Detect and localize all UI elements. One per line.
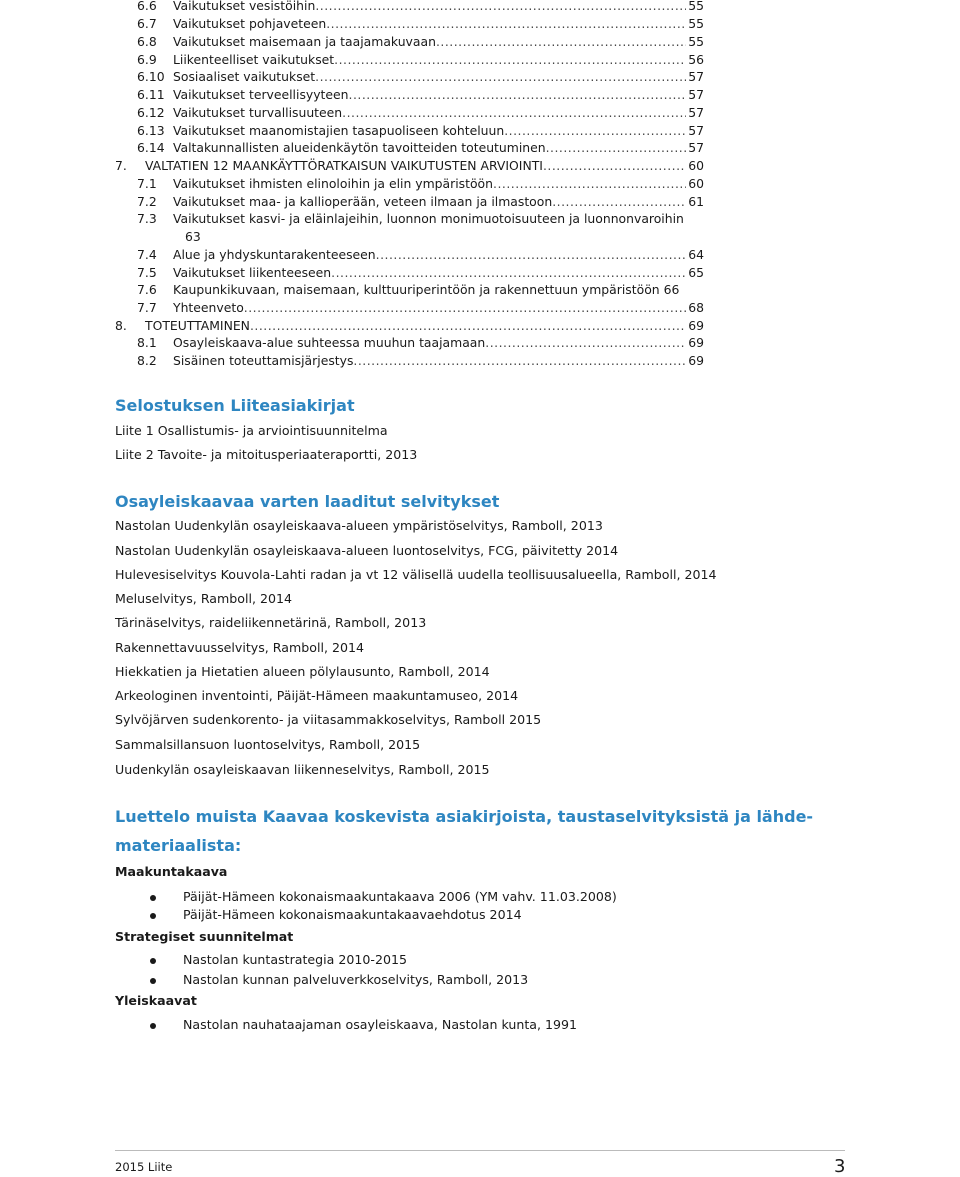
bullet-dot	[150, 958, 156, 964]
toc-entry[interactable]	[137, 299, 704, 317]
toc-page: 57	[688, 105, 704, 120]
toc-title: Vaikutukset maanomistajien tasapuoliseen kohteluun	[173, 123, 505, 138]
toc-page: 55	[688, 16, 704, 31]
toc-number: 6.11	[137, 87, 165, 102]
section-heading-muut-line2: materiaalista:	[115, 836, 242, 855]
bullet-dot	[150, 895, 156, 901]
section-heading-selvitykset: Osayleiskaavaa varten laaditut selvitykset	[115, 492, 500, 511]
toc-title: Vaikutukset pohjaveteen	[173, 16, 327, 31]
toc-leader	[349, 86, 687, 104]
toc-entry[interactable]	[137, 246, 704, 264]
toc-title: Sisäinen toteuttamisjärjestys	[173, 353, 354, 368]
bullet-dot	[150, 913, 156, 919]
section-heading-muut-line1: Luettelo muista Kaavaa koskevista asiakirjoista, taustaselvityksistä ja lähde-	[115, 807, 814, 826]
toc-title: Sosiaaliset vaikutukset	[173, 69, 316, 84]
toc-entry[interactable]	[137, 33, 704, 51]
toc-title: Vaikutukset ihmisten elinoloihin ja elin ympäristöön	[173, 176, 493, 191]
toc-leader	[250, 317, 686, 335]
toc-number: 7.7	[137, 300, 157, 315]
toc-entry[interactable]	[137, 0, 704, 15]
report-item: Uudenkylän osayleiskaavan liikenneselvitys, Ramboll, 2015	[115, 762, 490, 777]
bullet-text: Nastolan nauhataajaman osayleiskaava, Nastolan kunta, 1991	[183, 1017, 578, 1032]
toc-number: 7.2	[137, 194, 157, 209]
report-item: Sylvöjärven sudenkorento- ja viitasammakkoselvitys, Ramboll 2015	[115, 712, 542, 727]
toc-page: 57	[688, 123, 704, 138]
group-title-strategiset: Strategiset suunnitelmat	[115, 929, 294, 944]
bullet-text: Päijät-Hämeen kokonaismaakuntakaavaehdotus 2014	[183, 907, 522, 922]
toc-entry[interactable]	[137, 352, 704, 370]
toc-number: 8.1	[137, 335, 157, 350]
toc-entry[interactable]	[137, 193, 704, 211]
toc-entry[interactable]	[115, 157, 704, 175]
toc-entry[interactable]	[137, 210, 704, 246]
toc-title: Yhteenveto	[173, 300, 244, 315]
group-title-yleiskaavat: Yleiskaavat	[115, 993, 197, 1008]
toc-entry[interactable]	[137, 104, 704, 122]
toc-page: 69	[688, 335, 704, 350]
report-item: Hiekkatien ja Hietatien alueen pölylausunto, Ramboll, 2014	[115, 664, 490, 679]
toc-title: Vaikutukset vesistöihin	[173, 0, 316, 13]
bullet-dot	[150, 1023, 156, 1029]
toc-title: Vaikutukset liikenteeseen	[173, 265, 332, 280]
toc-number: 7.	[115, 158, 127, 173]
toc-leader	[353, 352, 686, 370]
group-title-maakuntakaava: Maakuntakaava	[115, 864, 228, 879]
report-item: Hulevesiselvitys Kouvola-Lahti radan ja vt 12 välisellä uudella teollisuusalueella, Ramboll, 2014	[115, 567, 717, 582]
toc-page: 55	[688, 0, 704, 13]
toc-leader	[376, 246, 687, 264]
toc-leader	[331, 264, 686, 282]
toc-page: 57	[688, 87, 704, 102]
toc-leader	[326, 15, 686, 33]
toc-entry[interactable]	[137, 175, 704, 193]
toc-page: 60	[688, 176, 704, 191]
bullet-text: Nastolan kunnan palveluverkkoselvitys, Ramboll, 2013	[183, 972, 529, 987]
toc-number: 6.14	[137, 140, 165, 155]
toc-title: TOTEUTTAMINEN	[145, 318, 250, 333]
footer-label: 2015 Liite	[115, 1160, 173, 1174]
toc-page: 63	[185, 229, 201, 244]
toc-page: 55	[688, 34, 704, 49]
footer-divider	[115, 1150, 845, 1151]
toc-title: Alue ja yhdyskuntarakenteeseen	[173, 247, 376, 262]
toc-entry[interactable]	[137, 68, 704, 86]
report-item: Meluselvitys, Ramboll, 2014	[115, 591, 293, 606]
toc-number: 6.9	[137, 52, 157, 67]
toc-page: 57	[688, 69, 704, 84]
toc-number: 6.12	[137, 105, 165, 120]
toc-title: Liikenteelliset vaikutukset	[173, 52, 335, 67]
toc-leader	[504, 122, 686, 140]
toc-entry[interactable]	[115, 317, 704, 335]
toc-leader	[552, 193, 686, 211]
toc-page: 66	[663, 282, 680, 297]
toc-page: 68	[688, 300, 704, 315]
section-heading-liitteet: Selostuksen Liiteasiakirjat	[115, 396, 355, 415]
toc-entry[interactable]	[137, 15, 704, 33]
toc-entry[interactable]	[137, 281, 704, 299]
toc-number: 7.5	[137, 265, 157, 280]
toc-title: Vaikutukset maisemaan ja taajamakuvaan	[173, 34, 436, 49]
page-number: 3	[834, 1156, 846, 1177]
bullet-text: Päijät-Hämeen kokonaismaakuntakaava 2006 (YM vahv. 11.03.2008)	[183, 889, 617, 904]
toc-number: 7.3	[137, 211, 157, 226]
report-item: Nastolan Uudenkylän osayleiskaava-alueen luontoselvitys, FCG, päivitetty 2014	[115, 543, 619, 558]
toc-title: Vaikutukset terveellisyyteen	[173, 87, 349, 102]
toc-leader	[334, 51, 686, 69]
toc-number: 8.2	[137, 353, 157, 368]
toc-title: Vaikutukset kasvi- ja eläinlajeihin, luonnon monimuotoisuuteen ja luonnonvaroihin	[173, 211, 684, 226]
toc-leader	[436, 33, 686, 51]
toc-title: Osayleiskaava-alue suhteessa muuhun taajamaan	[173, 335, 486, 350]
toc-number: 6.7	[137, 16, 157, 31]
toc-entry[interactable]	[137, 51, 704, 69]
toc-page: 65	[688, 265, 704, 280]
toc-leader	[244, 299, 686, 317]
toc-entry[interactable]	[137, 264, 704, 282]
toc-page: 56	[688, 52, 704, 67]
toc-title: VALTATIEN 12 MAANKÄYTTÖRATKAISUN VAIKUTUSTEN ARVIOINTI	[145, 158, 543, 173]
toc-title: Kaupunkikuvaan, maisemaan, kulttuuriperintöön ja rakennettuun ympäristöön	[173, 282, 660, 297]
toc-entry[interactable]	[137, 334, 704, 352]
toc-number: 7.4	[137, 247, 157, 262]
report-item: Tärinäselvitys, raideliikennetärinä, Ramboll, 2013	[115, 615, 427, 630]
toc-page: 69	[688, 318, 704, 333]
report-item: Nastolan Uudenkylän osayleiskaava-alueen ympäristöselvitys, Ramboll, 2013	[115, 518, 603, 533]
toc-number: 7.6	[137, 282, 157, 297]
attachment-item: Liite 2 Tavoite- ja mitoitusperiaateraportti, 2013	[115, 447, 418, 462]
toc-number: 6.6	[137, 0, 157, 13]
toc-number: 6.8	[137, 34, 157, 49]
toc-number: 8.	[115, 318, 127, 333]
toc-title: Valtakunnallisten alueidenkäytön tavoitteiden toteutuminen	[173, 140, 546, 155]
toc-leader	[315, 0, 686, 15]
report-item: Arkeologinen inventointi, Päijät-Hämeen maakuntamuseo, 2014	[115, 688, 519, 703]
toc-leader	[342, 104, 686, 122]
toc-number: 6.13	[137, 123, 165, 138]
toc-page: 60	[688, 158, 704, 173]
toc-title: Vaikutukset turvallisuuteen	[173, 105, 343, 120]
toc-number: 7.1	[137, 176, 157, 191]
report-item: Sammalsillansuon luontoselvitys, Ramboll, 2015	[115, 737, 421, 752]
toc-leader	[485, 334, 686, 352]
toc-number: 6.10	[137, 69, 165, 84]
toc-leader	[493, 175, 686, 193]
toc-title: Vaikutukset maa- ja kallioperään, veteen ilmaan ja ilmastoon	[173, 194, 553, 209]
attachment-item: Liite 1 Osallistumis- ja arviointisuunnitelma	[115, 423, 388, 438]
report-item: Rakennettavuusselvitys, Ramboll, 2014	[115, 640, 364, 655]
toc-page: 57	[688, 140, 704, 155]
bullet-text: Nastolan kuntastrategia 2010-2015	[183, 952, 408, 967]
toc-leader	[546, 139, 687, 157]
toc-page: 69	[688, 353, 704, 368]
toc-entry[interactable]	[137, 139, 704, 157]
bullet-dot	[150, 978, 156, 984]
toc-entry[interactable]	[137, 122, 704, 140]
toc-page: 61	[688, 194, 704, 209]
toc-leader	[543, 157, 686, 175]
toc-page: 64	[688, 247, 704, 262]
toc-entry[interactable]	[137, 86, 704, 104]
toc-leader	[315, 68, 686, 86]
